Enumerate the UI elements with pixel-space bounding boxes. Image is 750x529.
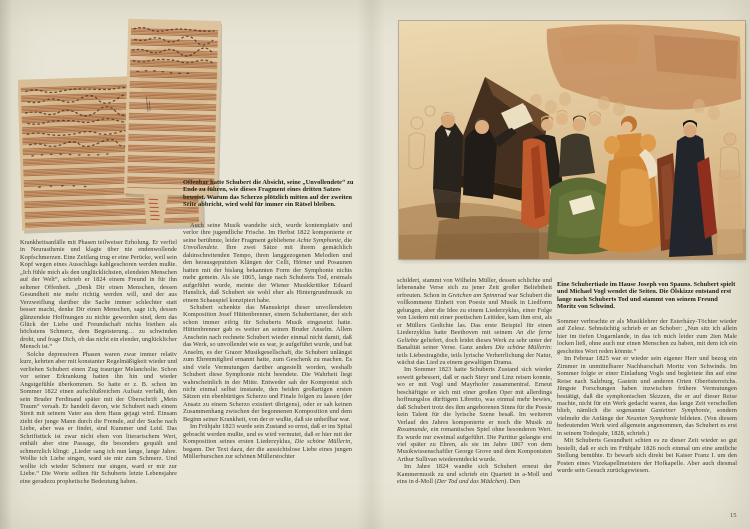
schubertiade-oil-sketch-image [399,21,745,259]
left-page-column-2 [183,222,352,516]
paragraph: Im Frühjahr 1823 wurde sein Zustand so ernst, daß er ins Spital gebracht werden mußte, und es wird vermutet, daß er hier mit der Komposition seines ersten Liederzyklus, Die schöne Müllerin, begann. Der Text dazu, der die aussichtslose Liebe eines jungen Müllerburschen zur schönen Müllerstochter [183,423,352,461]
right-page-column-2 [557,318,737,516]
right-page-column-1 [397,277,552,517]
paragraph: Im Sommer 1823 hatte Schuberts Zustand sich wieder soweit gebessert, daß er nach Steyr und Linz reisen konnte, wo er mit Vogl und Mayrhofer zusammentraf. Erneut beschäftigte er sich mit einer großen Oper mit allerdings hoffnungslos dürftigem Libretto, was einmal mehr bewies, daß Schubert trotz des ihm angeborenen Sinns für die Poesie kein Talent für die lyrische Szene besaß. Im weiteren Verlauf des Jahres komponierte er noch die Musik zu Rosamunde, ein romantisches Spiel ohne besonderen Wert. Es wurde nur zweimal aufgeführt. Die Partitur gelangte erst viel später zu Ehren, als sie im Jahre 1867 von dem Musikwissenschaftler George Grove und dem Komponisten Arthur Sullivan wiederentdeckt wurde. [397,366,552,463]
paragraph: schildert, stammt von Wilhelm Müller, dessen schlichte und lebensnahe Verse sich zu jener Zeit großer Beliebtheit erfreuten. Schon in Gretchen am Spinnrad war Schubert die vollkommene Einheit von Poesie und Musik in Liedform gelungen, aber die Idee zu einem Liederzyklus, einer Folge von Liedern mit einer poetischen Leitidee, kam ihm erst, als er Müllers Gedichte las. Das erste Beispiel für einen Liederzyklus hatte Beethoven mit seinem An die ferne Geliebte geliefert, doch leidet dieses Werk zu sehr unter der Banalität seiner Verse. Ganz anders Die schöne Müllerin: teils Liebestragödie, teils lyrische Verherrlichung der Natur, wächst das Lied zu einem gewaltigen Drama. [397,277,552,366]
manuscript-caption: Offenbar hatte Schubert die Absicht, seine „Unvollendete“ zu Ende zu führen, wie dieses Fragment eines dritten Satzes beweist. Warum das Scherzo plötzlich mitten auf der zweiten Seite abbricht, wird wohl für immer ein Rätsel bleiben. [183,179,354,208]
page-number: 15 [730,512,737,519]
painting-caption: Eine Schubertiade im Hause Joseph von Spauns. Schubert spielt und Michael Vogl wendet die Seiten. Die Ölskizze entstand erst lange nach Schuberts Tod und stammt von seinem Freund Moritz von Schwind. [557,281,736,310]
paragraph: Im Jahre 1824 wandte sich Schubert erneut der Kammermusik zu und schrieb ein Quartett in a-Moll und eins in d-Moll (Der Tod und das Mädchen). Den [397,463,552,486]
paragraph: Mit Schuberts Gesundheit schien es zu dieser Zeit wieder so gut bestellt, daß er sich im Frühjahr 1826 noch einmal um eine amtliche Stellung bemühte. Er bewarb sich direkt bei Kaiser Franz I. um den Posten eines Vizekapellmeisters der Hofkapelle. Aber auch diesmal wurde sein Gesuch zurückgewiesen. [557,437,737,475]
paragraph: Schubert schenkte das Manuskript dieser unvollendeten Komposition Josef Hüttenbrenner, einem Schubertianer, der sich schon immer eifrig für Schuberts Musik eingesetzt hatte. Hüttenbrenner gab es weiter an seinen Bruder Anselm. Allem Anschein nach rechnete Schubert wieder einmal nicht damit, daß das Werk, so unvollendet wie es war, je aufgeführt wurde, und bat Anselm, es der Grazer Musikgesellschaft, die Schubert unlängst zum Ehrenmitglied ernannt hatte, zum Geschenk zu machen. Es sind viele Vermutungen darüber angestellt worden, weshalb Schubert diese Symphonie nicht beendete. Die Wahrheit liegt wahrscheinlich in der Mitte. Entweder sah der Komponist sich nicht einmal selbst imstande, den beiden großartigen ersten Sätzen ein ebenbürtiges Scherzo und Finale folgen zu lassen (der Ansatz zu einem Scherzo existiert übrigens), oder er sah keinen Zusammenhang zwischen der begonnenen Komposition und dem Beginn seiner Krankheit, von der er wußte, daß sie unheilbar war. [183,303,352,423]
paragraph: Solche depressiven Phasen waren zwar immer relativ kurz, kehrten aber mit konstanter Regelmäßigkeit wieder und verliehen Schubert einen Zug trauriger Melancholie. Schon vor seiner Erkrankung hatten ihn hin und wieder Angstgefühle überkommen. So hatte er z. B. schon im Sommer 1822 einen aufschlußreichen Aufsatz verfaßt, den sein Bruder Ferdinand später mit der Überschrift „Mein Traum“ versah. Er handelt davon, wie Schubert nach einem Streit mit seinem Vater aus dem Haus gejagt wird. Einsam zieht der junge Mann durch die Fremde, auf der Suche nach Liebe, aber was er findet, sind Kummer und Leid. Das Schriftstück ist zwar nicht eben von literarischem Wert, enthält aber eine Passage, die besonders gequält und schmerzlich klingt: „Lieder sang ich nun lange, lange Jahre. Wollte ich Liebe singen, ward sie mir zum Schmerz. Und wollte ich wieder Schmerz nur singen, ward er mir zur Liebe.“ Die Worte sollten für Schuberts letzte Lebensjahre eine geradezu prophetische Bedeutung haben. [20,350,177,485]
paragraph: Auch seine Musik wandelte sich, wurde kontemplativ und verlor ihre jugendliche Frische. Im Herbst 1822 komponierte er seine berühmte, leider Fragment gebliebene Achte Symphonie, die Unvollendete. Ihre zwei Sätze mit ihrem gemächlich dahinschreitenden Tempo, ihren langgezogenen Melodien und den herausgeputzten Klängen der Celli, Hörner und Posaunen hatten mit der bislang bekannten Form der Symphonie nichts mehr gemein. Als sie 1865, lange nach Schuberts Tod, erstmals aufgeführt wurde, meinte der Wiener Musikkritiker Eduard Hanslick, daß Schubert sie wohl eher als Hintergrundmusik zu einem Schauspiel konzipiert habe. [183,222,352,304]
paragraph: Im Februar 1825 war er wieder sein eigener Herr und bezog ein Zimmer in unmittelbarer Nachbarschaft Moritz von Schwinds. Im Sommer folgte er einer Einladung Vogls und begleitete ihn auf eine Reise nach Salzburg, Gastein und anderen Orten Oberösterreichs. Jüngste Forschungen haben inzwischen frühere Vermutungen bestätigt, daß die symphonischen Skizzen, die er auf dieser Reise machte, nicht für ein Werk gedacht waren, das lange Zeit verschollen blieb, nämlich die sogenannte Gasteiner Symphonie, sondern vielmehr die Anfänge der Neunten Symphonie bildeten. (Von diesem bedeutenden Werk wird allgemein angenommen, das Schubert es erst in seinem Todesjahr, 1828, schrieb.) [557,355,737,437]
paragraph: Sommer verbrachte er als Musiklehrer der Esterházy-Töchter wieder auf Zelesz. Sehnsüchtig schrieb er an Schober: „Nun sitz ich allein hier im tiefen Ungarnlande, in das ich mich leider zum 2ten Male locken ließ, ohne auch nur einen Menschen zu haben, mit dem ich ein gescheites Wort reden könnte.“ [557,318,737,355]
left-page-column-1 [20,239,177,511]
paragraph: Krankheitsanfälle mit Phasen teilweiser Erholung. Er verfiel in Neurasthenie und klagte über nie endenwollende Kopfschmerzen. Eine Zeitlang trug er eine Perücke, weil sein Kopf wegen eines Ausschlags kahlgeschoren werden mußte. „Ich fühle mich als den unglücklichsten, elendsten Menschen auf der Welt“, schrieb er 1824 einem Freund in für ihn seltener Offenheit. „Denk Dir einen Menschen, dessen Gesundheit nie mehr richtig werden will, und der aus Verzweiflung darüber die Sache immer schlechter statt besser macht, denke Dir einen Menschen, sage ich, dessen glänzendste Hoffnungen zu nichte geworden sind, dem das Glück der Liebe und Freundschaft nichts biethen als höchstens Schmerz, dem Begeisterung… zu schwinden droht, und frage Dich, ob das nicht ein elender, unglücklicher Mensch ist.“ [20,239,177,351]
page-edge-shade [0,0,12,529]
schubertiade-painting-figure [399,21,745,259]
gutter-shadow [356,0,386,529]
